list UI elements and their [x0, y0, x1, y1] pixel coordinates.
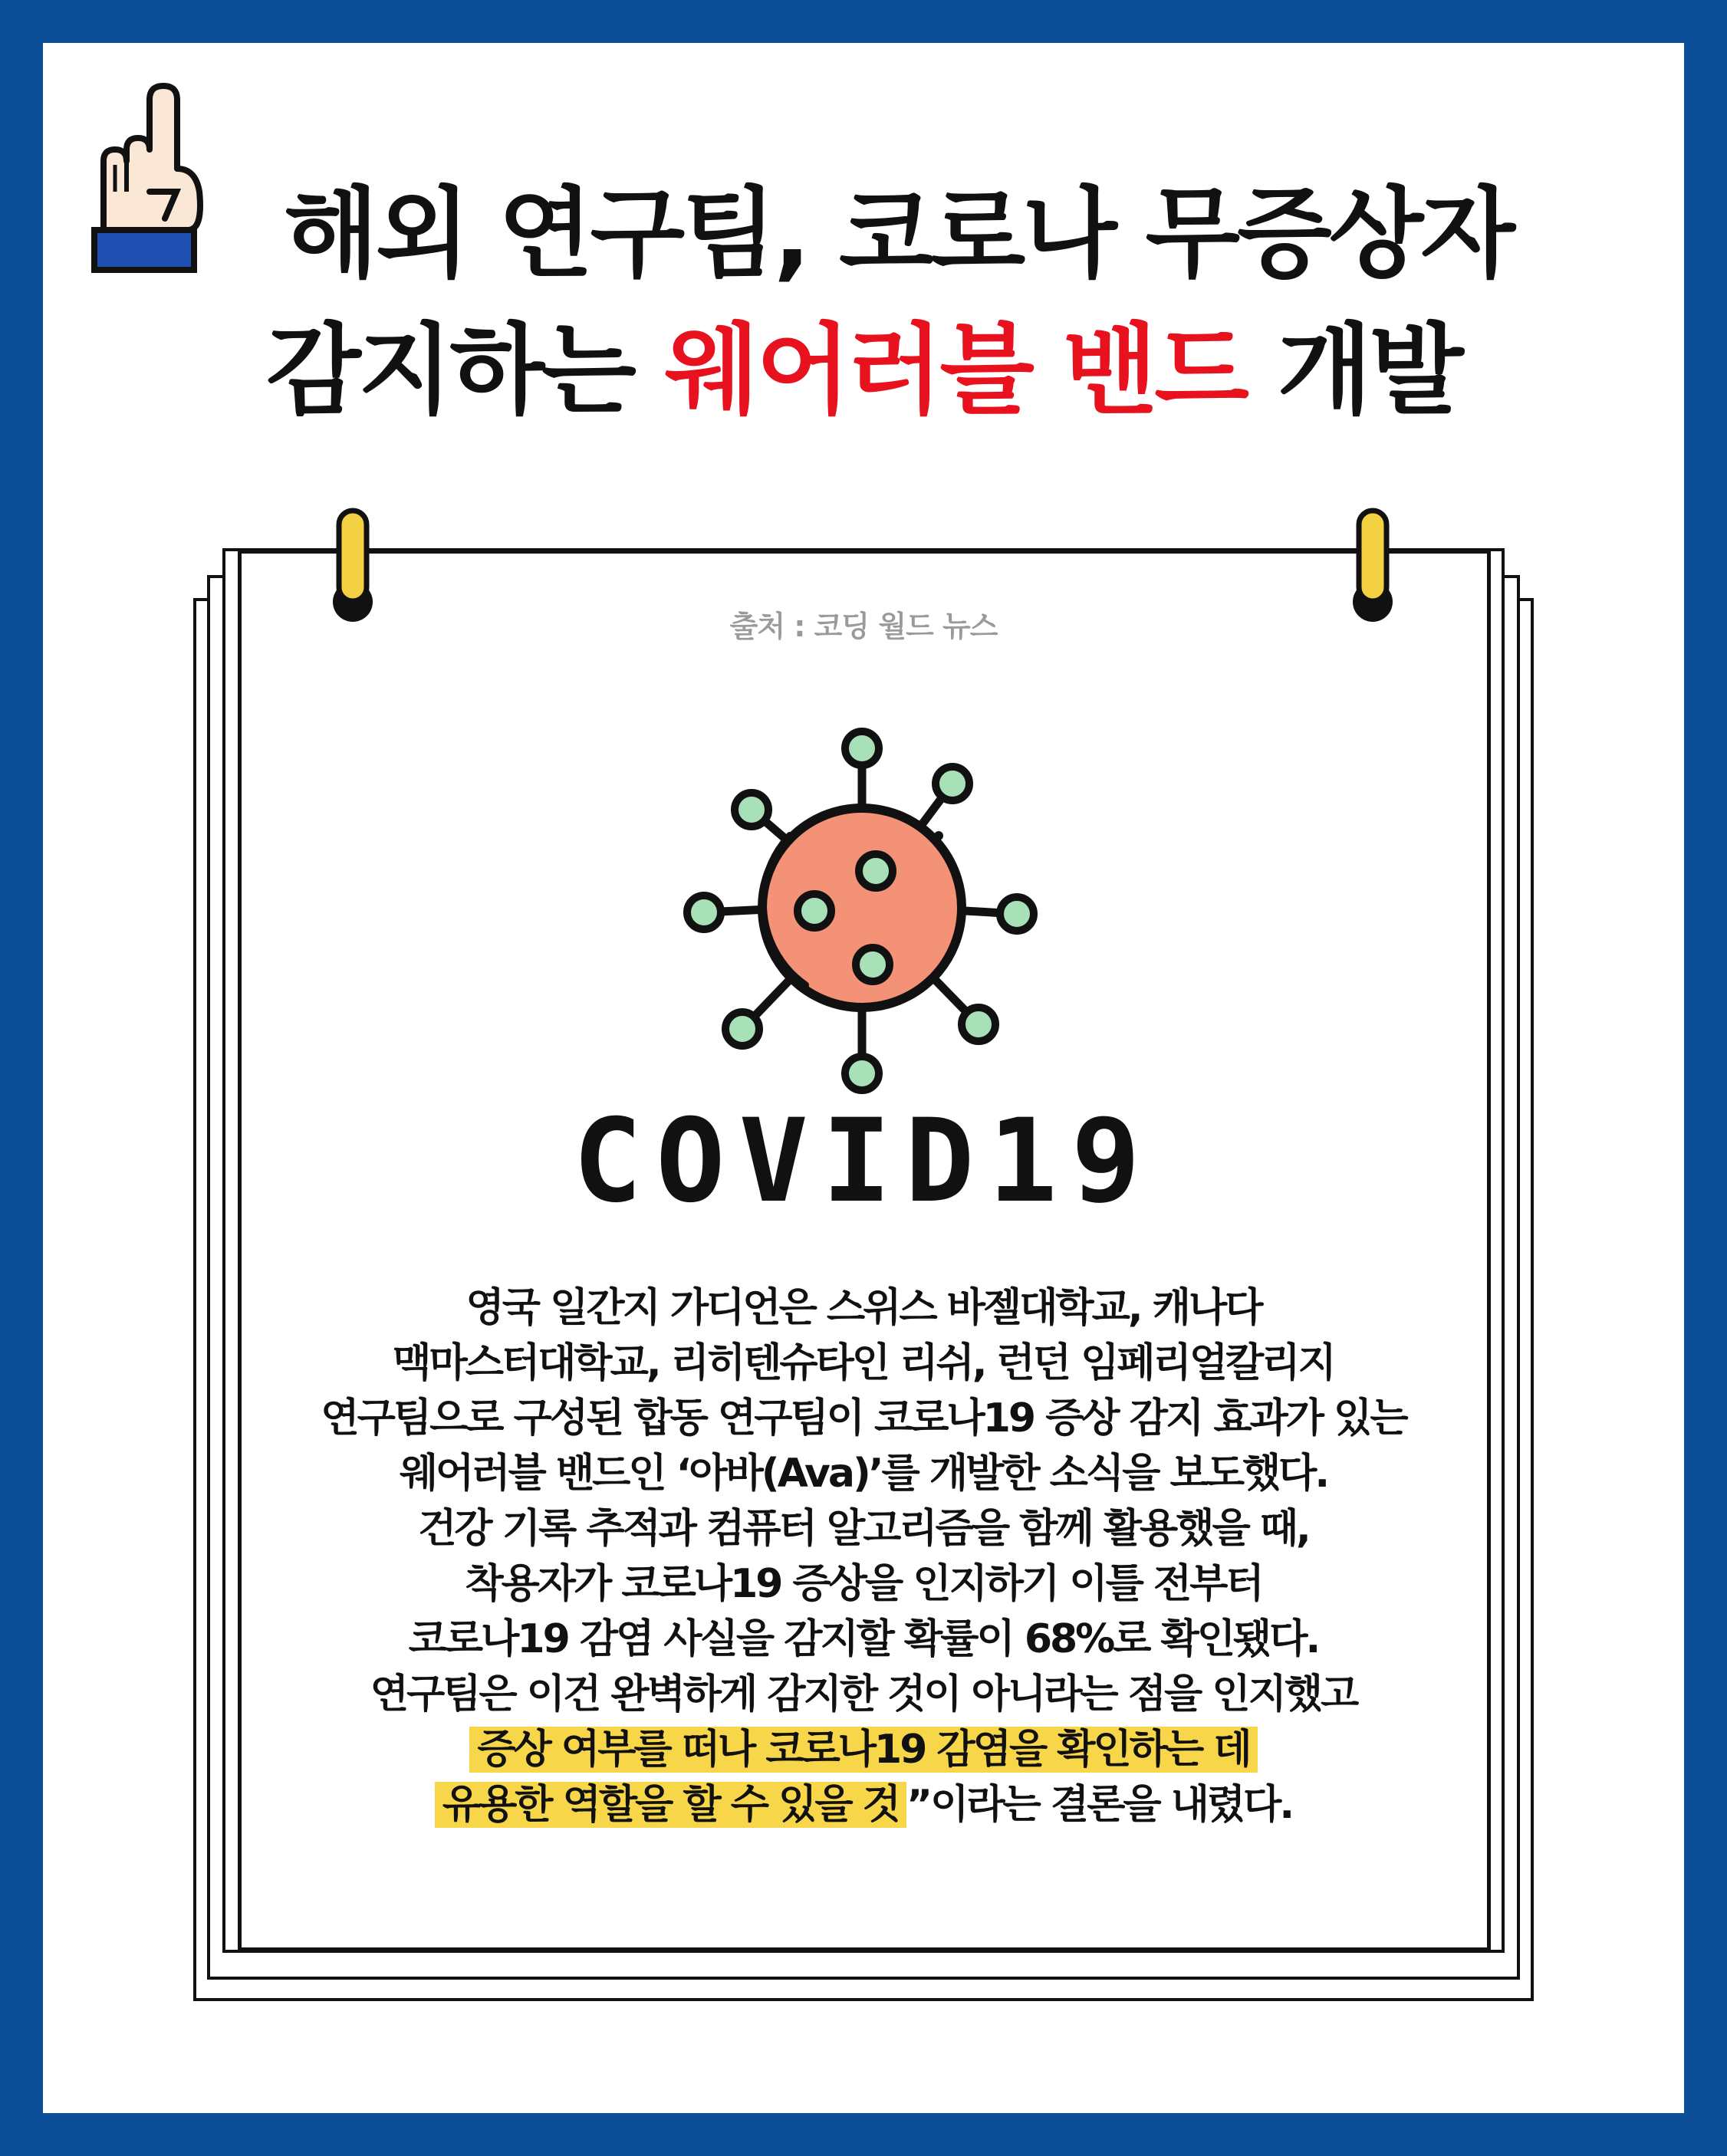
body-line: 연구팀은 이건 완벽하게 감지한 것이 아니라는 점을 인지했고	[370, 1671, 1357, 1717]
highlighted-text: 유용한 역할을 할 수 있을 것	[435, 1782, 906, 1828]
body-line-highlight	[0, 1722, 1727, 1777]
body-line: 웨어러블 밴드인 ‘아바(Ava)’를 개발한 소식을 보도했다.	[399, 1451, 1328, 1497]
coronavirus-icon	[675, 721, 1043, 1096]
page-title-line2: 감지하는 웨어러블 밴드 개발	[266, 314, 1461, 428]
source-caption: 출처 : 코딩 월드 뉴스	[729, 610, 998, 643]
body-line: 착용자가 코로나19 증상을 인지하기 이틀 전부터	[465, 1561, 1262, 1607]
title-highlight: 웨어러블 밴드	[664, 314, 1246, 428]
covid19-logo-text: COVID19	[572, 1095, 1155, 1228]
body-line: 건강 기록 추적과 컴퓨터 알고리즘을 함께 활용했을 때,	[418, 1506, 1309, 1552]
closing-text: ”이라는 결론을 내렸다.	[906, 1782, 1293, 1828]
body-line: 코로나19 감염 사실을 감지할 확률이 68%로 확인됐다.	[408, 1616, 1319, 1662]
page-title-line1: 해외 연구팀, 코로나 무증상자	[283, 177, 1513, 291]
article-body	[0, 1280, 1727, 1832]
body-line-closing	[0, 1777, 1727, 1832]
body-line: 영국 일간지 가디언은 스위스 바젤대학교, 캐나다	[465, 1285, 1262, 1331]
highlighted-text: 증상 여부를 떠나 코로나19 감염을 확인하는 데	[469, 1727, 1257, 1773]
body-line: 연구팀으로 구성된 합동 연구팀이 코로나19 증상 감지 효과가 있는	[321, 1395, 1406, 1441]
body-line: 맥마스터대학교, 리히텐슈타인 리쉬, 런던 임페리얼칼리지	[393, 1340, 1334, 1386]
